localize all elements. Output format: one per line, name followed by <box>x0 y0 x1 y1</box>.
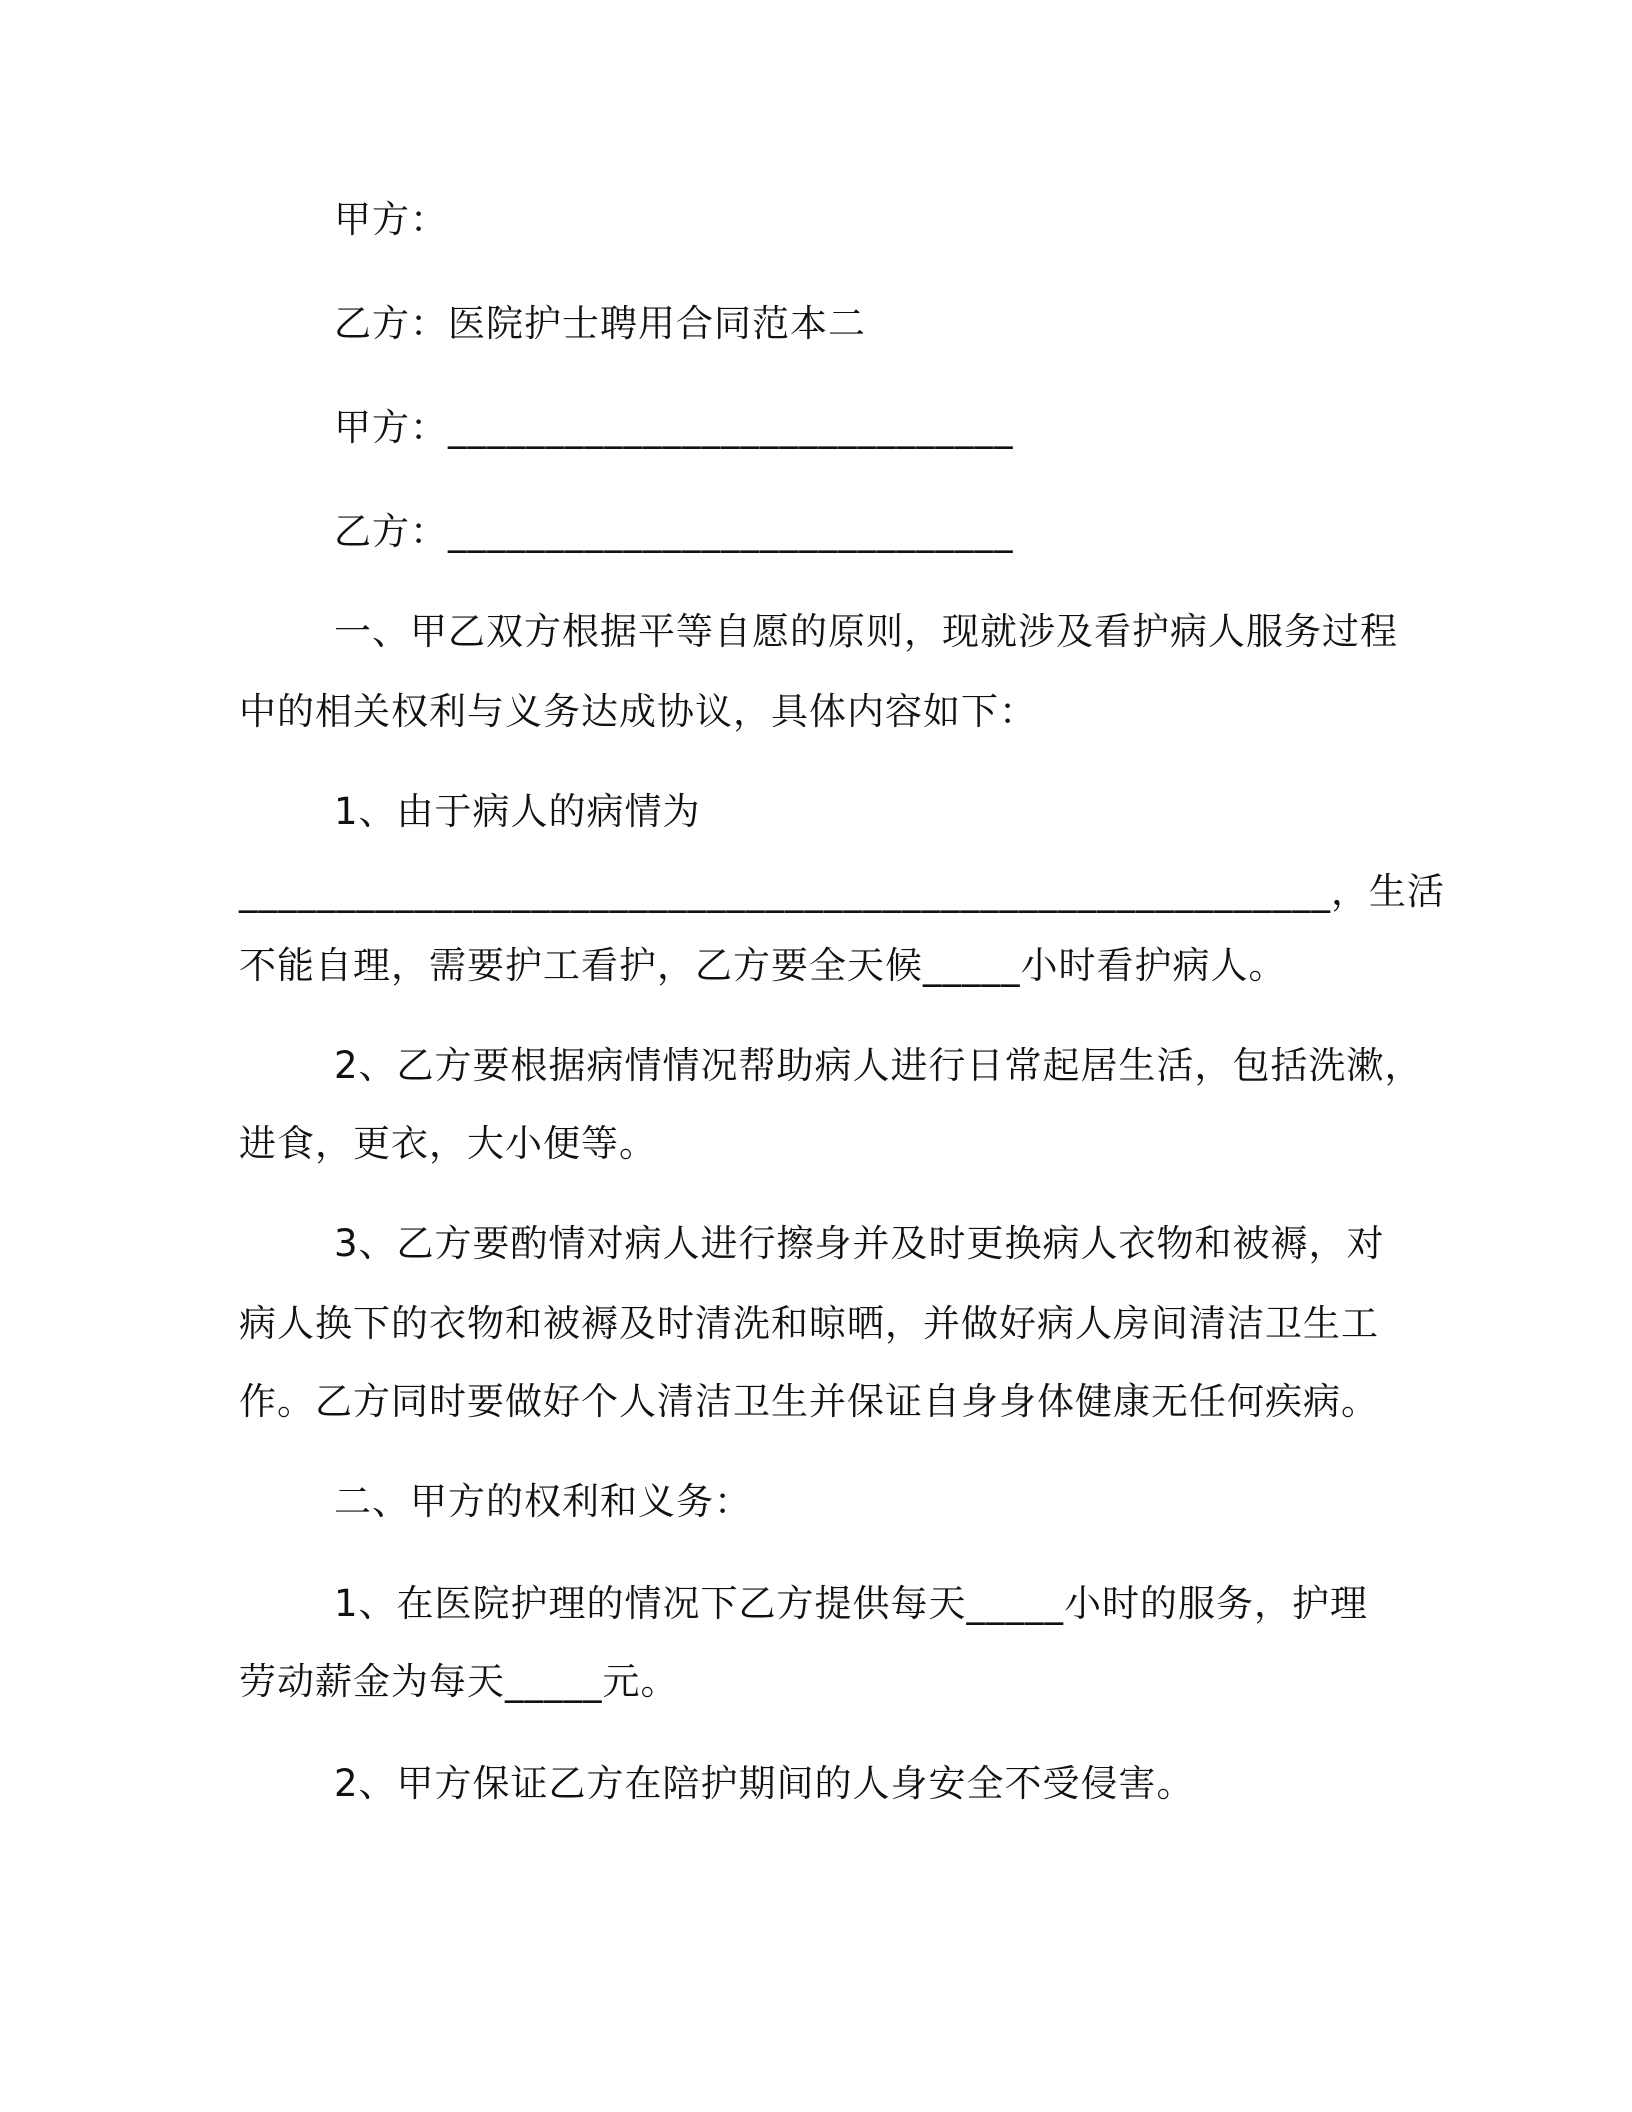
clause-1-line-3: 不能自理，需要护工看护，乙方要全天候_____小时看护病人。 <box>239 944 1287 987</box>
party-b-blank: 乙方：_____________________________ <box>334 510 1014 553</box>
section-2-clause-1-line-1: 1、在医院护理的情况下乙方提供每天_____小时的服务，护理 <box>334 1582 1369 1625</box>
clause-2-line-2: 进食，更衣，大小便等。 <box>239 1122 657 1165</box>
party-a-blank: 甲方：_____________________________ <box>334 406 1014 449</box>
section-2-clause-1-line-2: 劳动薪金为每天_____元。 <box>239 1660 679 1703</box>
section-1-intro-line-1: 一、甲乙双方根据平等自愿的原则，现就涉及看护病人服务过程 <box>334 610 1398 653</box>
clause-3-line-1: 3、乙方要酌情对病人进行擦身并及时更换病人衣物和被褥，对 <box>334 1222 1385 1265</box>
clause-1-line-2: ________________________________________________________，生活 <box>239 870 1445 913</box>
section-1-intro-line-2: 中的相关权利与义务达成协议，具体内容如下： <box>239 690 1037 733</box>
section-2-clause-2: 2、甲方保证乙方在陪护期间的人身安全不受侵害。 <box>334 1762 1195 1805</box>
party-b-title: 乙方：医院护士聘用合同范本二 <box>334 302 866 345</box>
clause-3-line-3: 作。乙方同时要做好个人清洁卫生并保证自身身体健康无任何疾病。 <box>239 1380 1379 1423</box>
section-2-heading: 二、甲方的权利和义务： <box>334 1480 752 1523</box>
clause-3-line-2: 病人换下的衣物和被褥及时清洗和晾晒，并做好病人房间清洁卫生工 <box>239 1302 1379 1345</box>
clause-1-line-1: 1、由于病人的病情为 <box>334 790 701 833</box>
clause-2-line-1: 2、乙方要根据病情情况帮助病人进行日常起居生活，包括洗漱， <box>334 1044 1423 1087</box>
party-a-label: 甲方： <box>334 198 448 241</box>
